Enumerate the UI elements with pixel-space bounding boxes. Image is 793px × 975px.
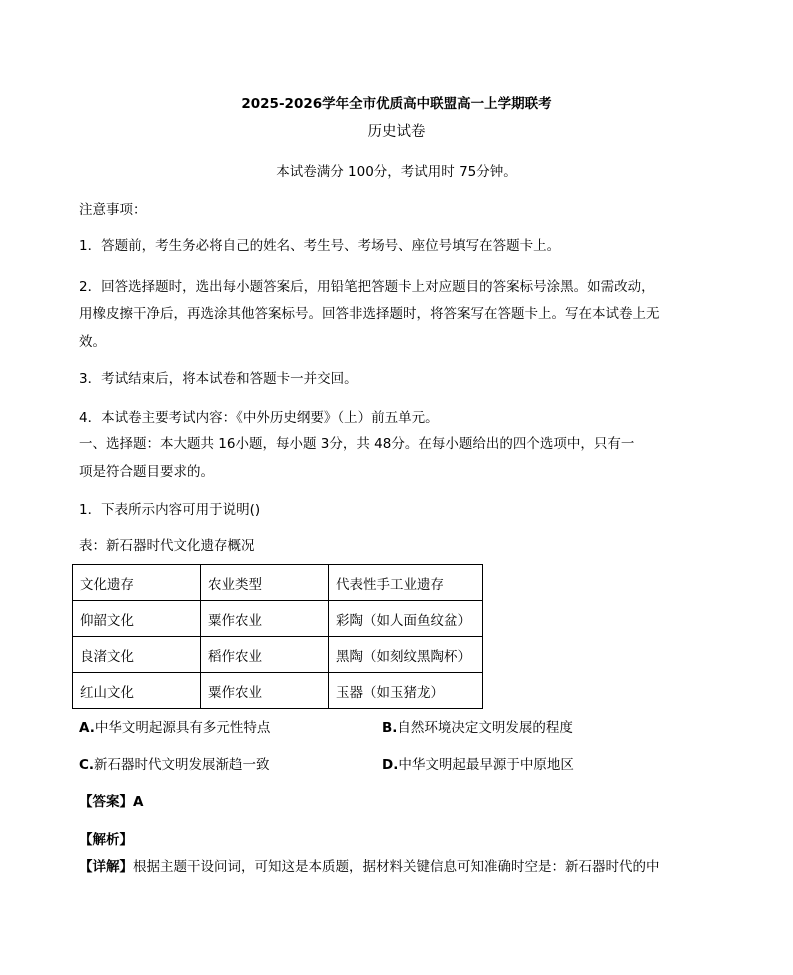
notice-item-2-line-1: 2．回答选择题时，选出每小题答案后，用铅笔把答题卡上对应题目的答案标号涂黑。如需改动， — [79, 279, 655, 295]
notice-item-2-line-3: 效。 — [79, 334, 106, 350]
table-cell: 红山文化 — [73, 673, 201, 709]
section-instructions-line-2: 项是符合题目要求的。 — [79, 464, 214, 480]
table-header-cell: 农业类型 — [201, 565, 329, 601]
table-cell: 玉器（如玉猪龙） — [329, 673, 483, 709]
table-cell: 仰韶文化 — [73, 601, 201, 637]
section-instructions-line-1: 一、选择题：本大题共 16小题，每小题 3分，共 48分。在每小题给出的四个选项中，只有一 — [79, 436, 635, 452]
heritage-table — [72, 564, 483, 709]
notice-heading: 注意事项： — [79, 202, 147, 218]
detail-tag: 【详解】 — [79, 859, 133, 875]
table-row — [73, 673, 483, 709]
option-b-letter: B. — [382, 720, 398, 736]
option-c-text: 新石器时代文明发展渐趋一致 — [94, 757, 270, 773]
table-cell: 彩陶（如人面鱼纹盆） — [329, 601, 483, 637]
option-d-text: 中华文明起最早源于中原地区 — [398, 757, 574, 773]
table-cell: 稻作农业 — [201, 637, 329, 673]
table-cell: 粟作农业 — [201, 673, 329, 709]
table-cell: 粟作农业 — [201, 601, 329, 637]
option-a-letter: A. — [79, 720, 95, 736]
notice-item-3: 3．考试结束后，将本试卷和答题卡一并交回。 — [79, 371, 358, 387]
notice-item-4: 4．本试卷主要考试内容：《中外历史纲要》（上）前五单元。 — [79, 410, 439, 426]
option-b — [382, 718, 573, 738]
option-d — [382, 755, 574, 775]
notice-item-1: 1．答题前，考生务必将自己的姓名、考生号、考场号、座位号填写在答题卡上。 — [79, 238, 561, 254]
detail-text: 根据主题干设问词，可知这是本质题，据材料关键信息可知准确时空是：新石器时代的中 — [133, 859, 660, 875]
table-cell: 良渚文化 — [73, 637, 201, 673]
table-row — [73, 637, 483, 673]
table-cell: 黑陶（如刻纹黑陶杯） — [329, 637, 483, 673]
table-header-cell: 代表性手工业遗存 — [329, 565, 483, 601]
option-a-text: 中华文明起源具有多元性特点 — [94, 720, 271, 736]
option-c — [79, 755, 270, 775]
question-1-stem: 1．下表所示内容可用于说明() — [79, 502, 261, 518]
table-header-cell: 文化遗存 — [73, 565, 201, 601]
option-b-text: 自然环境决定文明发展的程度 — [397, 720, 573, 736]
option-c-letter: C. — [79, 757, 95, 773]
notice-item-2-line-2: 用橡皮擦干净后，再选涂其他答案标号。回答非选择题时，将答案写在答题卡上。写在本试卷上无 — [79, 306, 660, 322]
detail-line — [79, 857, 660, 877]
score-info: 本试卷满分 100分，考试用时 75分钟。 — [276, 164, 517, 180]
table-header-row — [73, 565, 483, 601]
table-caption: 表：新石器时代文化遗存概况 — [79, 538, 255, 554]
option-a — [79, 718, 270, 738]
answer-label: 【答案】A — [79, 794, 144, 810]
analysis-label: 【解析】 — [79, 832, 133, 848]
option-d-letter: D. — [382, 757, 399, 773]
subject-title: 历史试卷 — [367, 124, 426, 140]
exam-title: 2025-2026学年全市优质高中联盟高一上学期联考 — [241, 96, 552, 112]
table-row — [73, 601, 483, 637]
